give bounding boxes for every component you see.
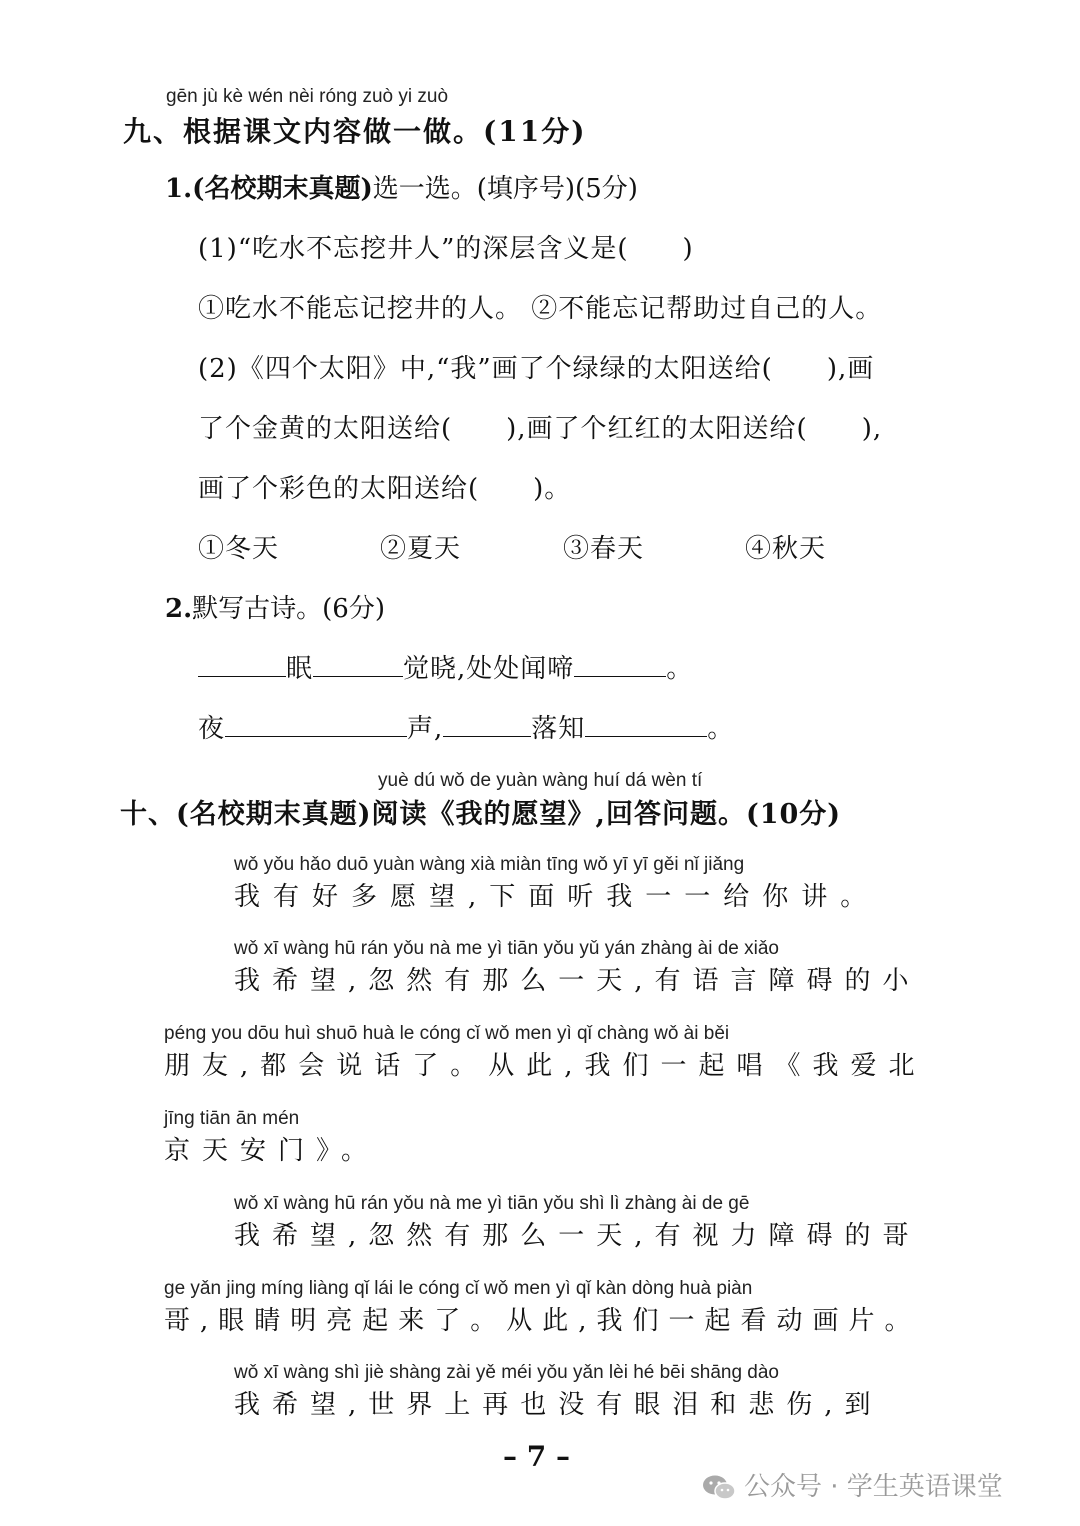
section10-pinyin: yuè dú wǒ de yuàn wàng huí dá wèn tí: [378, 770, 703, 791]
q1-part1: (1)“吃水不忘挖井人”的深层含义是( ): [198, 234, 694, 264]
q1-label: 1.: [165, 174, 193, 204]
fill-blank[interactable]: [585, 712, 707, 737]
poem-line: 我希望,忽然有那么一天,有视力障碍的哥: [234, 1221, 921, 1251]
poem-line: 我希望,忽然有那么一天,有语言障碍的小: [234, 966, 921, 996]
poem-pinyin: wǒ xī wàng shì jiè shàng zài yě méi yǒu yǎn lèi hé bēi shāng dào: [234, 1362, 779, 1383]
fill-text: 觉晓,处处闻啼: [403, 654, 575, 684]
fill-text: 。: [707, 714, 735, 744]
season-option: ③春天: [563, 534, 645, 564]
season-option: ②夏天: [380, 534, 462, 564]
fill-blank[interactable]: [574, 652, 666, 677]
fill-blank[interactable]: [443, 712, 531, 737]
fill-blank[interactable]: [198, 652, 286, 677]
poem-line: 朋友,都会说话了。从此,我们一起唱《我爱北: [164, 1051, 927, 1081]
page-number: – 7 –: [503, 1440, 570, 1473]
q1-part2-line3: 画了个彩色的太阳送给( )。: [198, 474, 572, 504]
fill-text: 夜: [198, 714, 226, 744]
fill-text: 声,: [407, 714, 444, 744]
q2-text: 默写古诗。(6分): [192, 594, 385, 624]
q1-part1-options: ①吃水不能忘记挖井的人。 ②不能忘记帮助过自己的人。: [198, 294, 883, 324]
fill-text: 。: [666, 654, 694, 684]
poem-fill-line2: [198, 708, 734, 745]
q1-text: 选一选。(填序号)(5分): [372, 174, 638, 204]
wechat-icon: [702, 1474, 736, 1502]
fill-text: 落知: [531, 714, 586, 744]
fill-blank[interactable]: [225, 712, 407, 737]
season-option: ④秋天: [745, 534, 827, 564]
poem-pinyin: ge yǎn jing míng liàng qǐ lái le cóng cǐ wǒ men yì qǐ kàn dòng huà piàn: [164, 1278, 753, 1299]
poem-pinyin: wǒ yǒu hǎo duō yuàn wàng xià miàn tīng wǒ yī yī gěi nǐ jiǎng: [234, 854, 745, 875]
q1-heading: [165, 168, 638, 205]
season-option: ①冬天: [198, 534, 280, 564]
section10-title: 十、(名校期末真题)阅读《我的愿望》,回答问题。(10分): [120, 799, 842, 830]
poem-pinyin: wǒ xī wàng hū rán yǒu nà me yì tiān yǒu shì lì zhàng ài de gē: [234, 1193, 750, 1214]
fill-text: 眠: [286, 654, 314, 684]
q1-part2-line2: 了个金黄的太阳送给( ),画了个红红的太阳送给( ),: [198, 414, 883, 444]
poem-pinyin: jīng tiān ān mén: [164, 1108, 300, 1129]
q1-tag: (名校期末真题): [192, 174, 373, 204]
poem-line: 京天安门》。: [164, 1136, 380, 1166]
poem-fill-line1: [198, 648, 693, 685]
q2-heading: [165, 588, 385, 625]
section9-pinyin: gēn jù kè wén nèi róng zuò yi zuò: [166, 86, 449, 107]
poem-pinyin: péng you dōu huì shuō huà le cóng cǐ wǒ men yì qǐ chàng wǒ ài běi: [164, 1023, 730, 1044]
q2-label: 2.: [165, 594, 193, 624]
poem-line: 我有好多愿望,下面听我一一给你讲。: [234, 882, 880, 912]
watermark-text: 公众号 · 学生英语课堂: [744, 1472, 1003, 1502]
section9-title: 九、根据课文内容做一做。(11分): [123, 115, 587, 148]
q1-part2-line1: (2)《四个太阳》中,“我”画了个绿绿的太阳送给( ),画: [198, 354, 875, 384]
poem-pinyin: wǒ xī wàng hū rán yǒu nà me yì tiān yǒu yǔ yán zhàng ài de xiǎo: [234, 938, 779, 959]
poem-line: 我希望,世界上再也没有眼泪和悲伤,到: [234, 1390, 883, 1420]
fill-blank[interactable]: [313, 652, 403, 677]
watermark: [702, 1466, 1003, 1503]
poem-line: 哥,眼睛明亮起来了。从此,我们一起看动画片。: [164, 1306, 921, 1336]
